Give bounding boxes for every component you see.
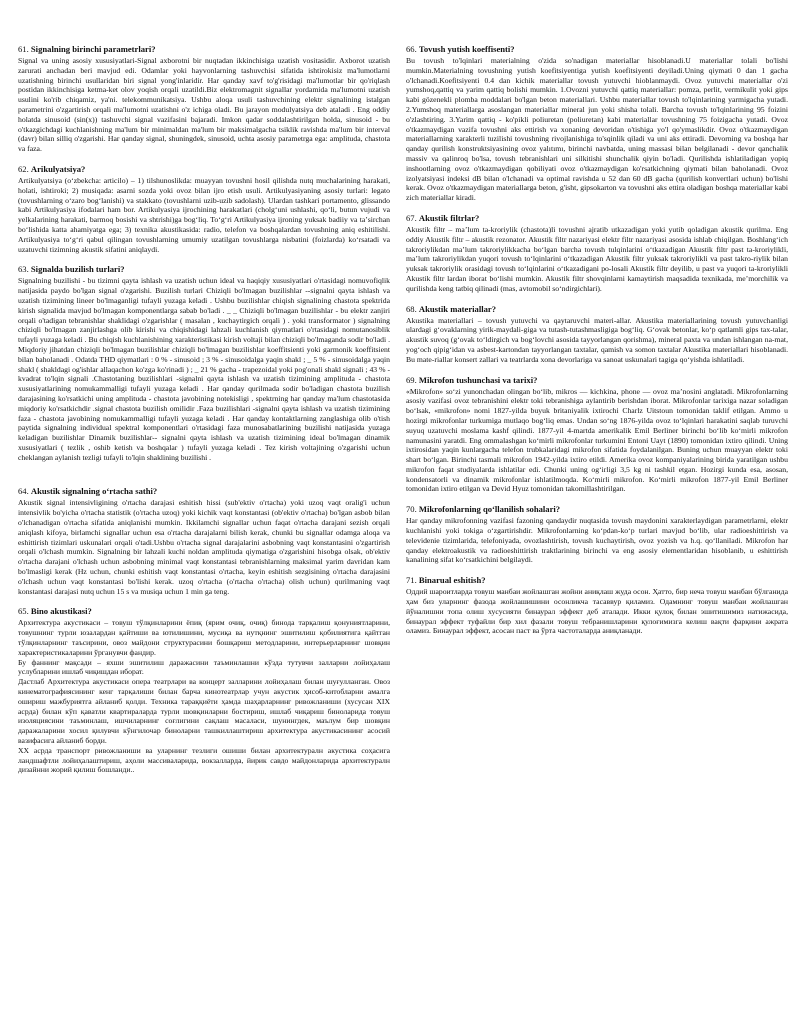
question-62 [18,164,390,254]
question-70 [406,504,788,565]
question-title: Mikrofon tushunchasi va tarixi? [418,374,538,385]
question-heading [18,264,390,275]
question-number: 62. [18,163,29,174]
question-67 [406,213,788,294]
question-heading [406,375,788,386]
question-title: Akustik signalning oʻrtacha sathi? [30,486,158,497]
question-65 [18,606,390,775]
question-69 [406,375,788,495]
question-61 [18,44,390,154]
question-title: Akustik filtrlar? [418,212,480,223]
question-number: 71. [406,575,417,586]
answer-text: Bu tovush to'lqinlari materialning o'zida so'nadigan materiallar hisoblanadi.U materiallar tolali bo'lishi mumkin.Materialning tovushning yutish koefitsiyentiga yutish koefitsiyenti deyiladi.Uning qiymati 0 dan 1 gacha o'lchanadi.Koefitsiyenti 0.4 dan kichik materiallar tovush yutuvchi hioblanmaydi. Ovoz yutuvchi materiallar o'zi yumshoq,qattiq va yarim qattiq bolishi mumkin. 1.Ovozni yutuvchi qattiq materiallar: pomza, perlit, vermikulit yoki gips kabi gözenekli plomba moddalari bo'lgan beton materiallari. Ushbu materiallar tovush to'lqinlarining yarmigacha yutadi. 2.Yumshoq materiallarga asoslangan materiallar mineral jun yoki shisha tolali. Barcha tovush to'lqinlarining 95 foizini o'zlashtiring. 3.Yarim qattiq - ko'pikli poliuretan (poliuretan) kabi materiallar tovushning 75 foizigacha yutadi. Ovoz o'tkazmaydigan vazifa tovushni aks ettirish va xonaning devoridan o'tishiga yo'l qo'ymaslikdir. Ovoz o'tkazmaydigan materiallarning xarakterli tuzilishi tovushning rivojlanishiga to'sqinlik qiladi va uni aks ettiradi. Devorning va boshqa har qanday qurilish konstruktsiyasining ovoz yalıtımı, birinchi navbatda, uning massasi bilan belgilanadi - devor qanchalik massiv va qalinroq bo'lsa, tovush tebranishlari uni silkitishi shunchalik qiyin bo'ladi. Qurilishda ishlatiladigan yopiq inshootlarning ovoz o'tkazmaydigan qobiliyati ovoz o'tkazmaydigan ko'rsatkichning qiymati bilan baholanadi. Ovoz izolyatsiyasi indeksi dB bilan o'lchanadi va optimal ravishda u 52 dan 60 dB gacha (qurilish konvertlari uchun) bo'lishi kerak. Ovoz o'tkazmaydigan materiallarga beton, g'isht, gipsokarton va tovushni aks ettira oladigan boshqa materiallar kabi zich materiallar kiradi. [406,56,788,203]
answer-text: Signalning buzilishi - bu tizimni qayta ishlash va uzatish uchun ideal va haqiqiy xususiyatlari o'rtasidagi nomuvofiqlik natijasida paydo bo'lgan signal o'zgarishi. Buzilish turlari Chiziqli bo'lmagan buzilishlar --signalni qayta ishlash va uzatish tizimining lineer bo'lmaganligi tufayli yuzaga keladi . Ushbu buzilishlar chiqish signalining chastota spektrida kirish signalida mavjud bo'lmagan komponentlarga sabab bo'ladi . _ _ Chiziqli bo'lmagan buzilishlar - bu elektr zanjiri orqali o'tadigan tebranishlar shaklidagi o'zgarishlar ( masalan , kuchaytirgich orqali ) . yoki transformator ) signalning chiziqli bo'lmagan zanjirlashga olib kirishi va chiqishidagi lahzali kuchlanish qiymatlari o'rtasidagi nomutanosiblik tufayli yuzaga keladi . Bu chiqish kuchlanishining xarakteristikasi kirish voltaji bilan chiziqli bo'lmaganda sodir bo'ladi . Miqdoriy jihatdan chiziqli bo'lmagan buzilishlar chiziqli bo'lmagan buzilishlar koeffitsienti yoki garmonik koeffitsient bilan baholanadi . Odatda THD qiymatlari : 0 % - sinusoid ; 3 % - sinusoidalga yaqin shakl ; _ 5 % - sinusoidalga yaqin shakl ( shakldagi og'ishlar allaqachon ko'zga ko'rinadi ) ; _ 21 % gacha - trapezoidal yoki pog'onali shakl signali ; 43 % - kvadrat to'lqin signali .Chastotaning buzilishlari -signalni qayta ishlash va uzatish tizimining amplituda - chastota xususiyatlarining nomukammalligi tufayli yuzaga keladi . Har qanday qurilmada sodir bo'ladigan chastota buzilish darajasining ko'rsatkichi uning amplituda - chastota javobining notekisligi , spektrning har qanday ma'lum chastotasida miqdoriy ko'rsatkichdir .signal chastota buzilish omilidir .Faza buzilishlari -signalni qayta ishlash va uzatish tizimining faza - chastota javobining nomukammalligi tufayli yuzaga keladi . Har qanday kontaktlarning zanglashiga olib o'tish paytida signalning individual spektral komponentlari o'rtasidagi faza munosabatlarining buzilishi natijasida yuzaga keladigan buzilishlar Dinamik buzilishlar-- signalni qayta ishlash va uzatish tizimining ideal bo'lmagan dinamik xususiyatlari ( tezlik , oshib ketish va boshqalar ) tufayli yuzaga keladi . Tez kirish voltajining o'zgarishi uchun cheklangan aylanish tezligi tufayli to'lqin shaklining buzilishi . [18,276,390,462]
document-page [18,44,788,1029]
answer-text: Akustik signal intensivligining o'rtacha darajasi eshitish hissi (sub'ektiv o'rtacha) yoki uzoq vaqt oralig'i uchun intensivlik bo'yicha o'rtacha statistik (o'rtacha uzoq) yoki kichik vaqt konstantasi (ob'ektiv o'rtacha) bo'lgan asbob bilan o'lchanadigan o'rtacha sifatida aniqlanishi mumkin. Ikkilamchi signallar uchun faqat o'rtacha darajani sezish orqali aniqlash kifoya, birlamchi signallar uchun esa o'rtacha darajalarni bilish kerak, chunki bu signallar odamga aloqa va eshittirish tizimlari uskunalari orqali o'tadi.Ushbu o'rtacha signal darajalarini asbobning vaqt konstantasini o'zgartirish orqali o'lchash mumkin. Signalning bir lahzali kuchi noldan amplituda qiymatiga o'zgarishini hisobga olsak, ob'ektiv o'rtacha darajani o'lchash uchun asbobning minimal vaqt konstantasi tebranishlarning maksimal yarim davridan kam bo'lmasligi kerak (Hz uchun, chunki eshitish vaqt konstantasi o'rtacha, keyin eshitish sezgisining o'rtacha darajasini o'lchash uchun vaqt konstantasi bo'lishi kerak. uzoq o'rtacha (o'rtacha o'rtacha) olish uchun) qurilmaning vaqt konstantasi darajasi nutq uchun 15 s va musiqa uchun 1 min ga teng. [18,498,390,596]
question-number: 68. [406,303,417,314]
answer-text: Оддий шароитларда товуш манбаи жойлашган жойни аниқлаш жуда осон. Ҳатто, бир неча товуш манбаи бўлганида ҳам биз уларнинг фазода жойлашишини осонликча тасаввур қиламиз. Одамнинг товуш манбаи жойлашган йўналишни топа олиш хусусияти бинаурал эффект деб аталади. Икки қулоқ билан эшитишимиз натижасида, бинаурал эффект туфайли бир хил фазали товуш тебранишларини қулоғимизга келиш вақти фарқини ажрата оламиз. Бинаурал эффект, асосан паст ва ўрта частоталарда аниқланади. [406,587,788,636]
question-title: Arikulyatsiya? [30,163,86,174]
question-number: 66. [406,44,417,54]
question-number: 64. [18,486,29,497]
question-heading [18,606,390,617]
question-heading [18,486,390,497]
question-heading [406,504,788,515]
question-63 [18,264,390,462]
question-heading [18,164,390,175]
question-heading [406,213,788,224]
question-title: Signalda buzilish turlari? [30,264,125,275]
answer-text: Архитектура акустикаси – товуш тўлқинларини ёпиқ (ярим очиқ, очиқ) бинода тарқалиш қонуниятларини, товушнинг турли юзалардан қайтиши ва ютилишини, мусиқа ва нутқнинг эшитилиш қобилиятига қайтган тўлқинларнинг таъсирини, овоз майдони структурасини бошқариш методларини, интерьерларнинг шовқин характеристикаларини ўрганувчи фандир. Бу фаннинг мақсади – яхши эшитилиш даражасини таъминлашни кўзда тутувчи залларни лойиҳалаш услубларини ишлаб чиқишдан иборат. Дастлаб Архитектура акустикаси опера театрлари ва концерт залларини лойиҳалаш билан шуғулланган. Овоз кинематографиясининг кенг тарқалиши билан барча кинотеатрлар учун акустик ҳисоб-китобларни амалга ошириш мажбуриятга айланиб қолди. Техника тараққиёти ҳамда шаҳарларнинг ривожланиши (хусусан XIX асрда) билан кўп қаватли квартираларда турли шовқинларни бостириш, ишлаб чиқариш биноларида товуш изоляциясини таъминлаш, ишчиларнинг соғлигини сақлаш масаласи, шунингдек, маълум бир шовқин даражаларини хосил қилувчи кўнгилочар биноларни ташкиллаштириш архитектура акустикасининг асосий вазифасига айланиб борди. XX асрда транспорт ривожланиши ва уларнинг тезлиги ошиши билан архитектуралн акустика соҳасига ландшафтли лойиҳалаштириш, аҳоли массиваларида, вокзалларда, йирик савдо майдонларида архитектуралн дизайнни жорий қилиш бошланди.. [18,618,390,775]
question-heading [18,44,390,55]
answer-text: Artikulyatsiya (oʻzbekcha: articilo) – 1) tilshunoslikda: muayyan tovushni hosil qilishda nutq muchalarining harakati, holati, ishtiroki; 2) musiqada: asarni sozda yoki ovoz bilan ijro etish usuli. Artikulyasiyaning asosiy turlari: legato (tovushlarning oʻzaro bogʻlanishi) va stakkato (tovushlarni uzib-uzib sadolash). Ulardan tashkari portamento, glissando kabi Artikulyasiya ifodalari ham bor. Artikulyasiya ijrochining harakatlari (cholgʻuni ushlashi, qoʻli, butun vujudi va yelkalarining harakati, barmoq bosishi va shtrishi)ga bogʻliq. Toʻgʻri Artikulyasiya ijroning yuksak badiiy va taʼsirchan boʻlishida katta ahamiyatga ega; 3) texnika akustikasida: radio, telefon va boshqalardan tovushning aniq eshitilishi. Artikulyasiya toʻgʻri qabul qilingan tovushlarning umumiy uzatilgan tovushlarga nisbatini (foizlarda) koʻrsatadi va uzatuvchi tizimning akustik sifatini aniqlaydi. [18,175,390,254]
question-heading [406,575,788,586]
answer-text: Har qanday mikrofonning vazifasi fazoning qandaydir nuqtasida tovush maydonini xarakterlaydigan parametrlarni, elektr kuchlanishi yoki tokiga oʻzgartirishdir. Mikrofonlarning koʻpdan-koʻp turlari mavjud boʻlib, ular radioeshittirish va televidenie tizimlarida, telefoniyada, ovozlashtirish, tovush kuchaytirish, ovoz yozish va h.q. qoʻllaniladi. Mikrofon har qanday elektroakustik va radioeshittirish traktlarining birinchi va eng asosiy elementlaridan hisoblanib, u eshittirish kanalining sifat koʻrsatkichini belgilaydi. [406,516,788,565]
question-68 [406,304,788,365]
spacer [18,472,390,486]
question-number: 70. [406,504,417,515]
question-66 [406,44,788,203]
question-title: Binarual eshitish? [418,575,486,586]
question-title: Akustik materiallar? [418,303,497,314]
question-title: Tovush yutish koeffisenti? [418,44,515,54]
question-title: Bino akustikasi? [30,606,92,617]
question-number: 69. [406,374,417,385]
question-number: 63. [18,264,29,275]
question-heading [406,44,788,55]
answer-text: Akustik filtr – maʼlum ta-kroriylik (chastota)li tovushni ajratib utkazadigan yoki yutib qoladigan akustik qurilma. Eng oddiy Akustik filtr – akustik rezonator. Akustik filtr nazariyasi elektr filtr nazariyasi asosida ishlab chiqilgan. Boshlangʻich takroriylikdan maʼlum takroriylikkacha boʻlgan barcha tovush tulqinlarini oʻtkazadigan Akustik filtr past ta-kroriylikli, maʼlum takroriylikdan yuqori tovush toʻlqinlarini oʻtkazadigan Akustik filtr yuksak takroriylikli va past takro-riylik bilan yuksak takroriylik orasidagi tovush toʻlqinlarini oʻtkazadigani po-losali Akustik filtr deyilib, u past va yuqori ta-kroriylikli Akustik filtr lardan iborat boʻlishi mumkin. Akustik filtr shovqinlarni kamaytirish maqsadida texnikada, meʼmorchilik va qurilishda keng tatbiq qilinadi (mas, avtomobil soʻndirgichlari). [406,224,788,293]
question-64 [18,486,390,596]
answer-text: «Mikrofon» soʻzi yunonchadan olingan boʻlib, mikros — kichkina, phone — ovoz maʼnosini anglatadi. Mikrofonlarning asosiy vazifasi ovoz tebranishini elektr toki tebranishiga aylantirib berishdan iborat. Mikrofonlar tarixiga nazar soladigan boʻlsak, «mikrofon» nomi 1827-yilda buyuk britaniyalik ixtirochi Charlz Uitstoun tomonidan taklif etilgan. Ammo u hozirgi mikrofonlar turkumiga mutlaqo bogʻliq emas. Undan soʻng 1876-yilda ovoz toʻlqinlari harakatini saqlab turuvchi suyuq uzatuvchi moslama kashf qilindi. 1877-yil 4-martda amerikalik Emil Berliner birinchi boʻlib koʻmirli mikrofon namunasini yaratdi. Eng ommalashgan koʻmirli mikrofonlar turkumini Entoni Uayt (1890) tomonidan ixtiro qilindi. Uning ixtirosidan yaqin kunlargacha telefon trubkalaridagi mikrofon sifatida foydalanilgan. Buning uchun muayyan elektr toki shart boʻlgan. Birinchi tasmali mikrofon 1942-yilda ixtiro etildi. Amerika ovoz kompaniyalarining birida yaratilgan ushbu mikrofon faqat studiyalarda ishlatilar edi. Chunki uning ogʻirligi 3,5 kg ni tashkil etgan. Hozirgi kunda esa, asosan, kondensatorli va dinamik mikrofonlar ishlatilmoqda. Koʻmirli mikrofon. Koʻmirli mikrofon 1877-yil Emil Berliner tomonidan ixtiro etilgan va Devid Hyuz tomonidan takomillashtirilgan. [406,386,788,494]
question-number: 61. [18,44,29,54]
question-number: 65. [18,606,29,617]
answer-text: Akustika materiallari – tovush yutuvchi va qaytaruvchi materi-allar. Akustika materiallarining tovush yutuvchanligi ulardagi gʻovaklarning yirik-maydali-gigа va tutash-tutashmasligiga bogʻliq. Gʻovak betonlar, koʻp qatlamli gips tax-talar, akustik suvoq (gʻovak toʻldirgich va bogʻlovchi asosida tayyorlangan qorishma), mineral paxta va undan ishlangan na-mat, yogʻoch qipigʻidan va asbest-kartondan tayyorlangan taxtalar, qamish va somon taxtalar Akustika materiallari hisoblanadi. Bu mate-riallar konsert zallari va teatrlarda xona devorlariga va sanoat uskunalari tagiga qoʻyishda ishlatiladi. [406,315,788,364]
answer-text: Signal va uning asosiy xususiyatlari-Signal axborotni bir nuqtadan ikkinchisiga uzatish vositasidir. Axborot uzatish zarurati anchadan beri mavjud edi. Odamlar yoki hayvonlarning tashuvchisi sifatida ishtirokisiz ma'lumotlarni uzatishning birinchi usullaridan biri signal yong'inlaridir. Har qanday xavf to'g'risidagi ma'lumotlar bir qo'riqlash postidan ikkinchisiga ketma-ket olov yoqish orqali uzatildi.Biz elektromagnit signallar yordamida ma'lumotni uzatish usulini ko'rib chiqamiz, ya'ni. telekommunikatsiya. Ushbu aloqa usuli tashuvchining elektr signalining istalgan parametrini o'zgartirish orqali ma'lumotni uzatishni o'z ichiga oladi. Bu jarayon modulyatsiya deb ataladi . Eng oddiy holatda sinusoid (sin(x)) tashuvchi signal vazifasini bajaradi. Imkon qadar soddalashtirilgan holda, sinusoid - bu o'tkazgichdagi kuchlanishning ma'lum bir minimaldan ma'lum bir maksimalgacha tsiklik ravishda ma'lum bir interval (davr) bilan silliq o'zgarishi. Har qanday signal, shuningdek, sinusoid, uchta asosiy parametrga ega: amplituda, chastota va faza. [18,56,390,154]
left-column [18,44,390,1029]
question-title: Signalning birinchi parametrlari? [30,44,156,54]
question-heading [406,304,788,315]
question-71 [406,575,788,636]
right-column [406,44,788,1029]
question-title: Mikrofonlarning qoʻllanilish sohalari? [418,504,561,515]
question-number: 67. [406,212,417,223]
